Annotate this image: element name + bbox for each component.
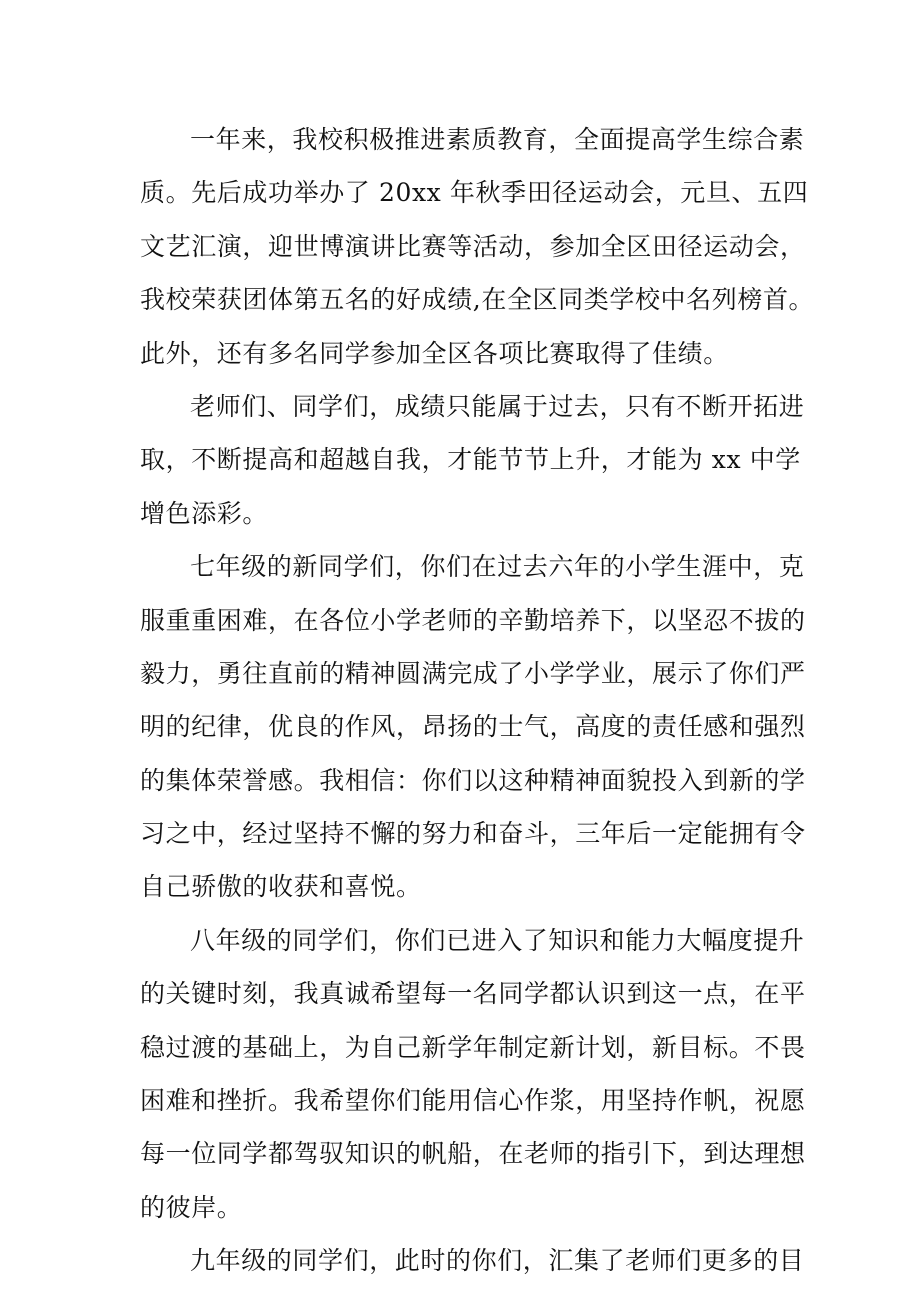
text-line: 取，不断提高和超越自我，才能节节上升，才能为 xx 中学 <box>140 445 801 475</box>
text-line: 毅力，勇往直前的精神圆满完成了小学学业，展示了你们严 <box>140 658 806 688</box>
text-line: 一年来，我校积极推进素质教育，全面提高学生综合素 <box>190 125 805 154</box>
text-line: 七年级的新同学们，你们在过去六年的小学生涯中，克 <box>190 552 805 582</box>
text-line: 的关键时刻，我真诚希望每一名同学都认识到这一点，在平 <box>140 979 806 1009</box>
text-line: 习之中，经过坚持不懈的努力和奋斗，三年后一定能拥有令 <box>140 819 806 849</box>
text-line: 老师们、同学们，成绩只能属于过去，只有不断开拓进 <box>190 391 805 421</box>
text-line: 质。先后成功举办了 20xx 年秋季田径运动会，元旦、五四 <box>140 178 809 208</box>
text-line: 九年级的同学们，此时的你们，汇集了老师们更多的目 <box>190 1246 805 1276</box>
text-line: 文艺汇演，迎世博演讲比赛等活动，参加全区田径运动会， <box>140 231 806 261</box>
text-line: 稳过渡的基础上，为自己新学年制定新计划，新目标。不畏 <box>140 1032 806 1062</box>
text-line: 增色添彩。 <box>140 498 269 528</box>
text-line: 每一位同学都驾驭知识的帆船，在老师的指引下，到达理想 <box>140 1139 806 1169</box>
text-line: 的彼岸。 <box>140 1192 243 1222</box>
document-body <box>140 113 815 1288</box>
text-line: 此外，还有多名同学参加全区各项比赛取得了佳绩。 <box>140 338 729 368</box>
text-line: 困难和挫折。我希望你们能用信心作浆，用坚持作帆，祝愿 <box>140 1086 806 1116</box>
text-line: 自己骄傲的收获和喜悦。 <box>140 872 422 902</box>
text-line: 明的纪律，优良的作风，昂扬的士气，高度的责任感和强烈 <box>140 712 806 742</box>
text-line: 服重重困难，在各位小学老师的辛勤培养下，以坚忍不拔的 <box>140 605 806 635</box>
text-line: 的集体荣誉感。我相信：你们以这种精神面貌投入到新的学 <box>140 765 806 795</box>
text-line: 我校荣获团体第五名的好成绩,在全区同类学校中名列榜首。 <box>140 285 815 315</box>
text-line: 八年级的同学们，你们已进入了知识和能力大幅度提升 <box>190 925 805 955</box>
